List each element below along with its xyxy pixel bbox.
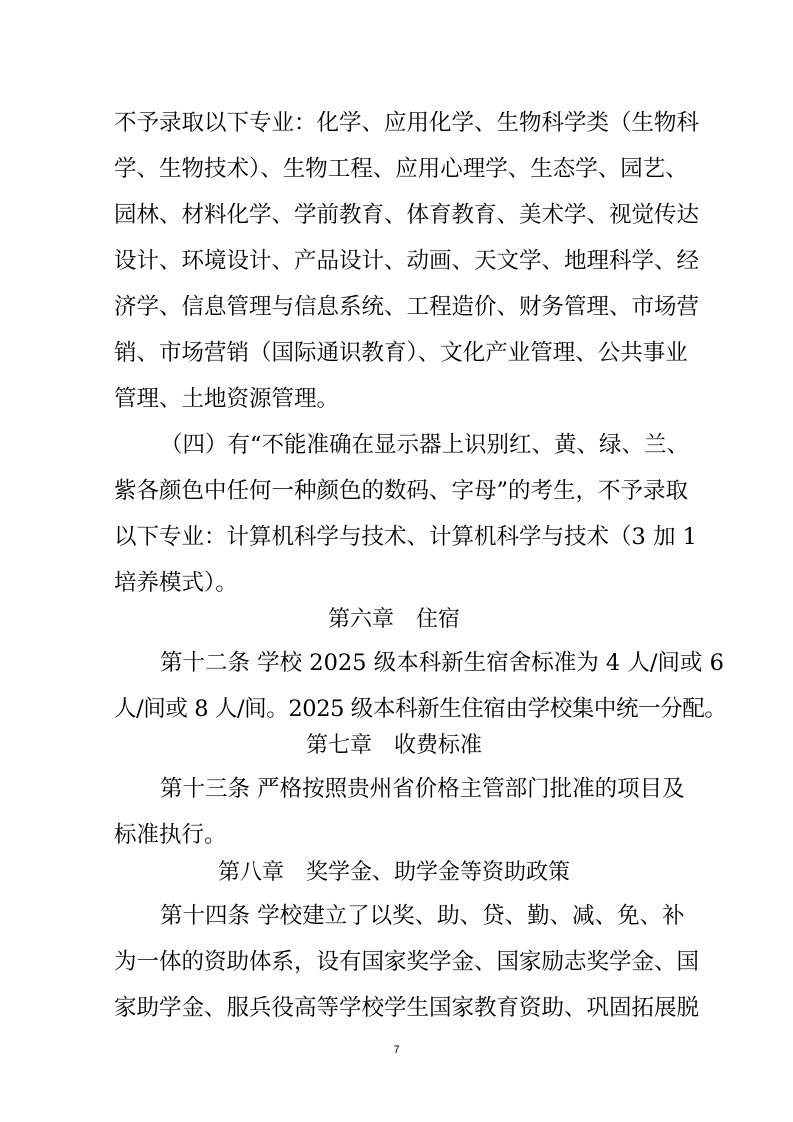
paragraph-line: 管理、土地资源管理。: [114, 386, 340, 412]
paragraph-line: 紫各颜色中任何一种颜色的数码、字母”的考生，不予录取: [114, 478, 689, 504]
paragraph-line: 家助学金、服兵役高等学校学生国家教育资助、巩固拓展脱: [114, 995, 700, 1021]
paragraph-line: 学、生物技术）、生物工程、应用心理学、生态学、园艺、: [114, 156, 688, 182]
paragraph-line: 济学、信息管理与信息系统、工程造价、财务管理、市场营: [114, 294, 700, 320]
paragraph-line: 人/间或 8 人/间。2025 级本科新生住宿由学校集中统一分配。: [114, 696, 727, 722]
paragraph-line: 培养模式）。: [114, 570, 238, 596]
paragraph-line: 销、市场营销（国际通识教育）、文化产业管理、公共事业: [114, 340, 688, 366]
chapter-heading: 第七章 收费标准: [305, 733, 482, 758]
chapter-heading: 第六章 住宿: [327, 607, 460, 632]
paragraph-line: （四）有“不能准确在显示器上识别红、黄、绿、兰、: [160, 432, 690, 458]
paragraph-line: 第十四条 学校建立了以奖、助、贷、勤、减、免、补: [160, 903, 685, 929]
paragraph-line: 设计、环境设计、产品设计、动画、天文学、地理科学、经: [114, 248, 700, 274]
paragraph-line: 第十三条 严格按照贵州省价格主管部门批准的项目及: [160, 776, 685, 802]
paragraph-line: 园林、材料化学、学前教育、体育教育、美术学、视觉传达: [114, 202, 700, 228]
page-number: 7: [393, 1044, 400, 1056]
chapter-heading: 第八章 奖学金、助学金等资助政策: [217, 860, 570, 885]
paragraph-line: 第十二条 学校 2025 级本科新生宿舍标准为 4 人/间或 6: [160, 650, 724, 676]
paragraph-line: 不予录取以下专业：化学、应用化学、生物科学类（生物科: [114, 110, 700, 136]
paragraph-line: 标准执行。: [114, 822, 227, 848]
paragraph-line: 以下专业：计算机科学与技术、计算机科学与技术（3 加 1: [114, 524, 697, 550]
paragraph-line: 为一体的资助体系，设有国家奖学金、国家励志奖学金、国: [114, 949, 700, 975]
